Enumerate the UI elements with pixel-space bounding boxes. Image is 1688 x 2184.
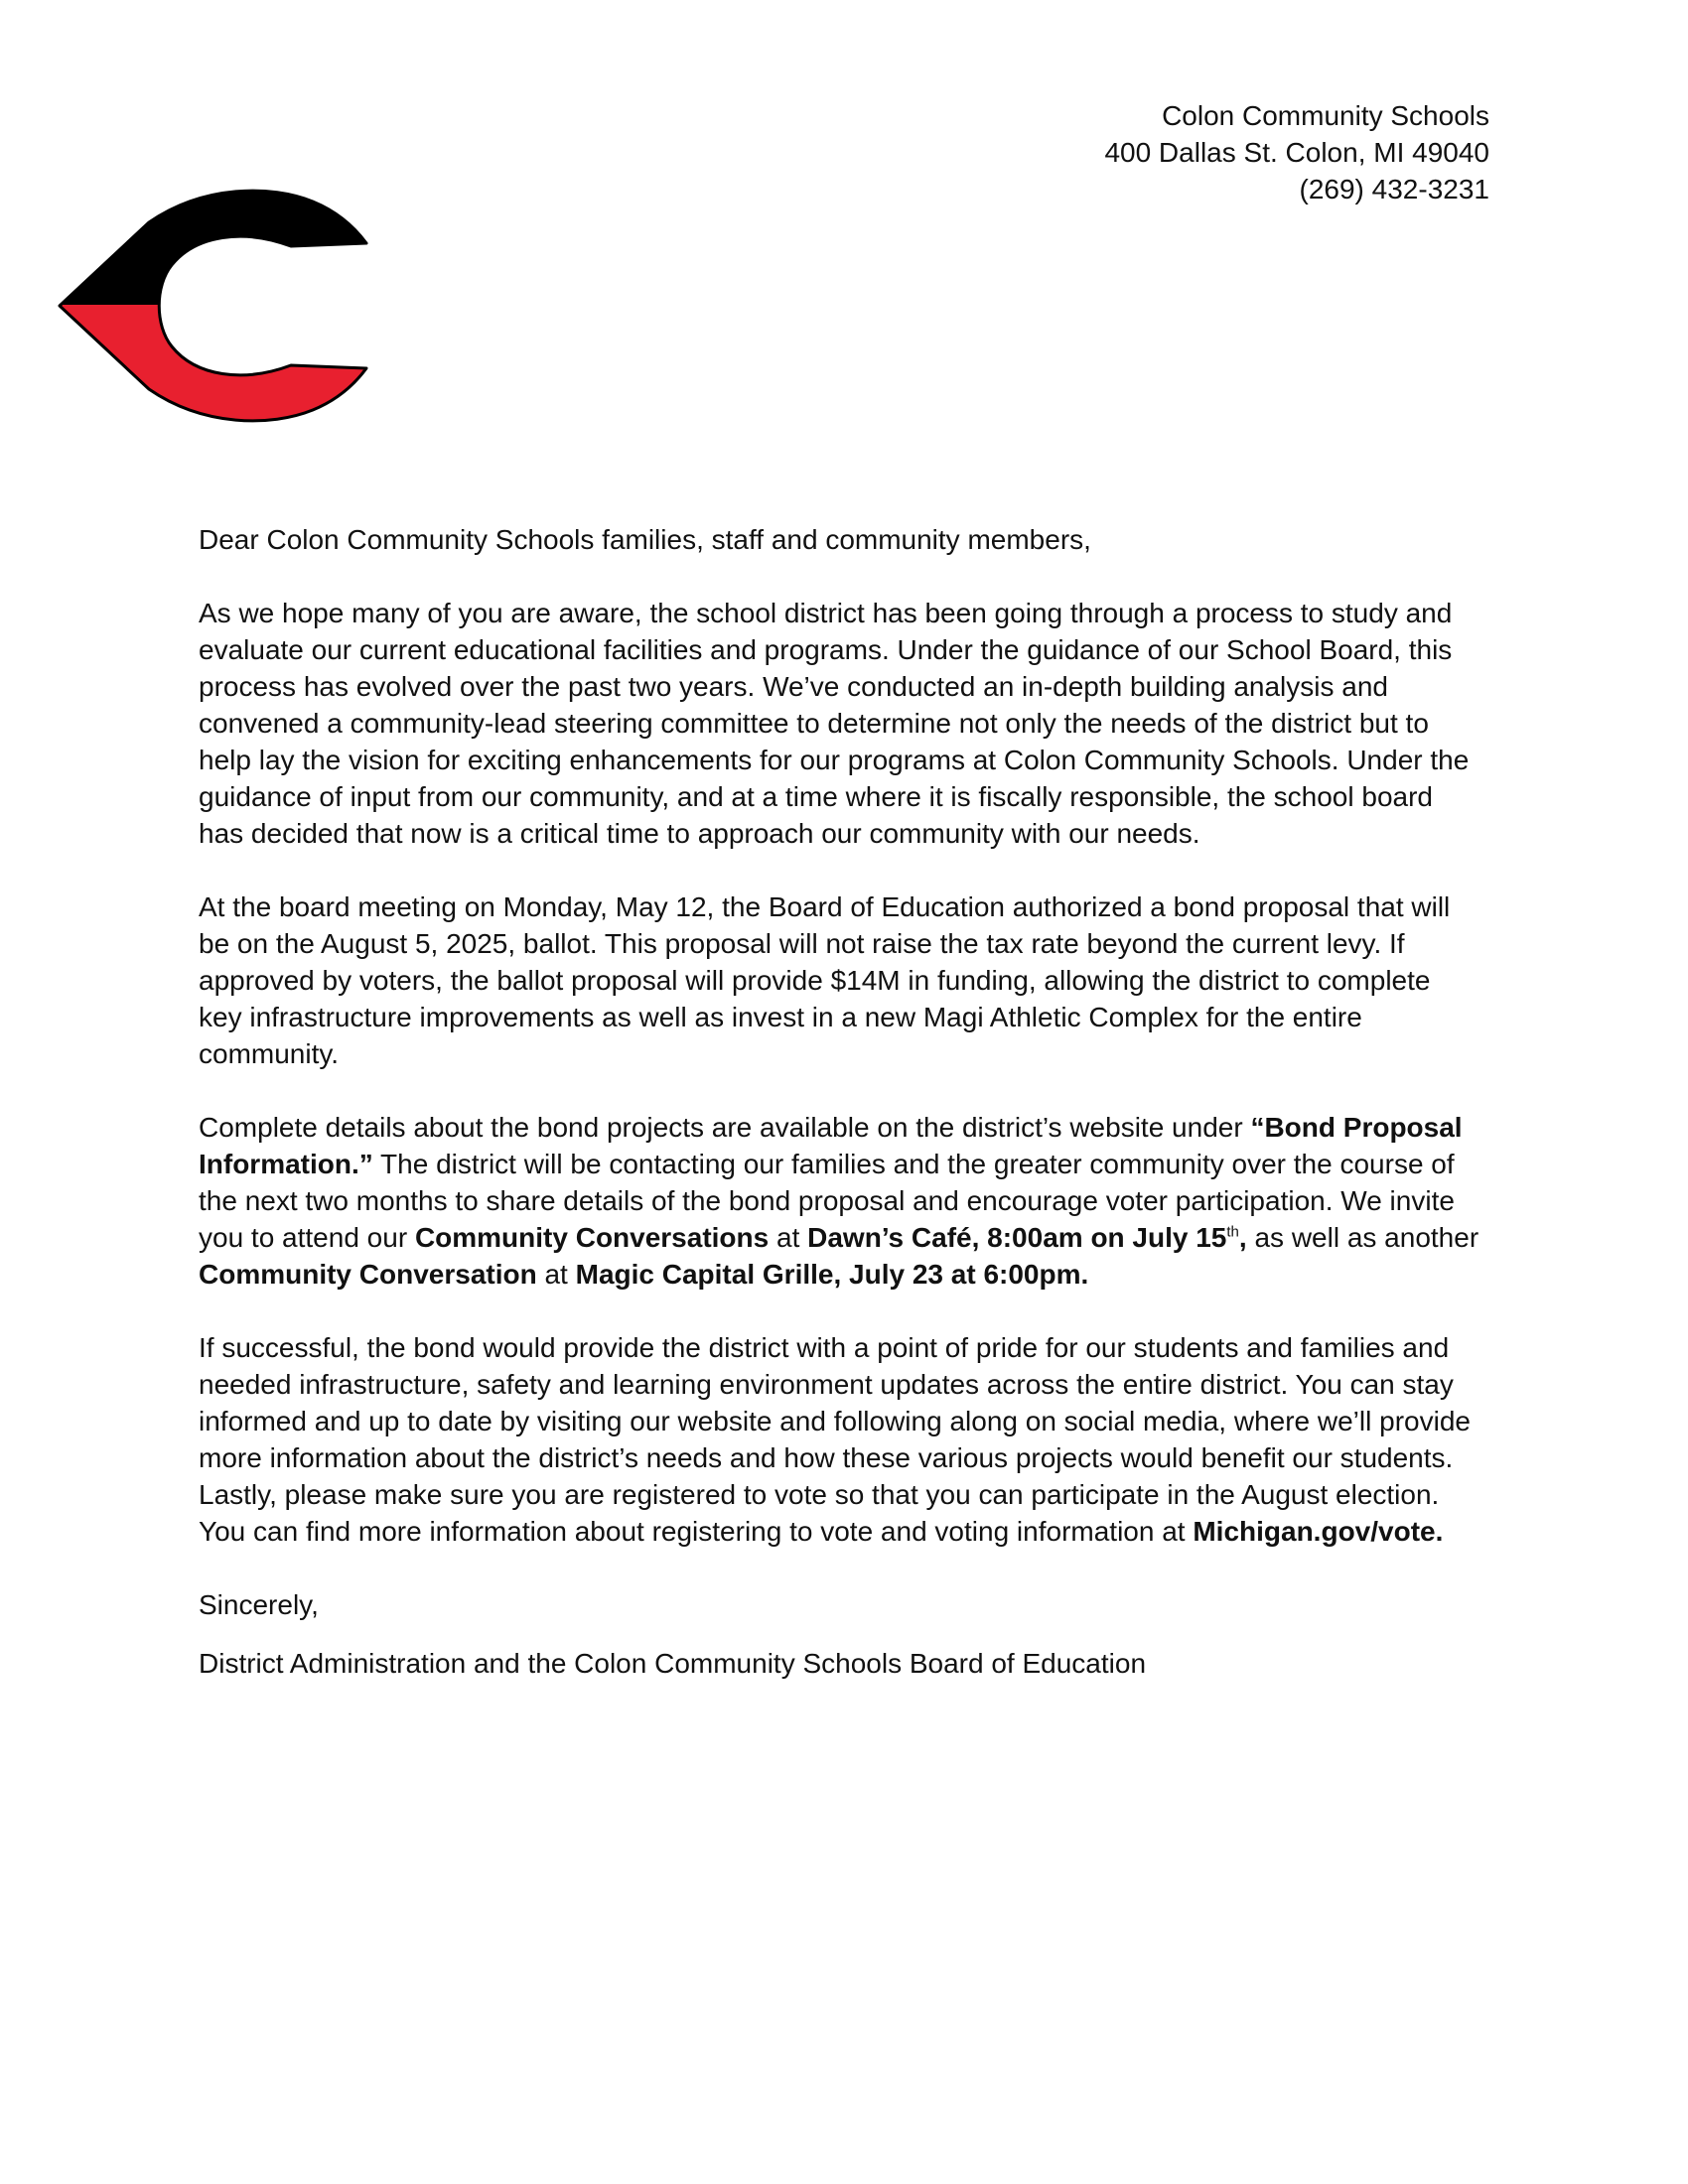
phone-number: (269) 432-3231 xyxy=(1299,174,1489,205)
text-segment: at xyxy=(536,1259,576,1290)
letterhead-address-block xyxy=(1104,97,1489,207)
letter-body xyxy=(199,521,1479,1718)
text-segment: The district will be contacting our families and the greater community over the course of the next two months to share details of the bond proposal and encourage voter participation. We invite you to attend our xyxy=(199,1149,1455,1253)
closing: Sincerely, xyxy=(199,1589,319,1620)
signature: District Administration and the Colon Community Schools Board of Education xyxy=(199,1648,1147,1679)
bond-info-label: “Bond Proposal Information.” xyxy=(199,1112,1463,1179)
paragraph-community-conversations xyxy=(199,1109,1479,1293)
event-magic-capital-grille: Magic Capital Grille, July 23 at 6:00pm. xyxy=(575,1259,1089,1290)
community-conversations-label: Community Conversations xyxy=(414,1222,770,1253)
org-name: Colon Community Schools xyxy=(1162,100,1489,131)
text-segment: Complete details about the bond projects are available on the district’s website under xyxy=(199,1112,1251,1143)
text-segment: If successful, the bond would provide the district with a point of pride for our students and families and needed infrastructure, safety and learning environment updates across the entire district. You can stay informed and up to date by visiting our website and following along on social media, where we’ll provide more information about the district’s needs and how these various projects would benefit our students. Lastly, please make sure you are registered to vote so that you can participate in the August election. You can find more information about registering to vote and voting information at xyxy=(199,1332,1471,1547)
paragraph-stay-informed xyxy=(199,1329,1479,1550)
text-segment: as well as another xyxy=(1246,1222,1479,1253)
community-conversation-label: Community Conversation xyxy=(199,1259,537,1290)
text-segment: , xyxy=(1238,1222,1247,1253)
paragraph-bond-authorization: At the board meeting on Monday, May 12, the Board of Education authorized a bond proposal that will be on the August 5, 2025, ballot. This proposal will not raise the tax rate beyond the current levy. If approved by voters, the ballot proposal will provide $14M in funding, allowing the district to complete key infrastructure improvements as well as invest in a new Magi Athletic Complex for the entire community. xyxy=(199,891,1451,1069)
paragraph-process: As we hope many of you are aware, the school district has been going through a process to study and evaluate our current educational facilities and programs. Under the guidance of our School Board, this process has evolved over the past two years. We’ve conducted an in-depth building analysis and convened a community-lead steering committee to determine not only the needs of the district but to help lay the vision for exciting enhancements for our programs at Colon Community Schools. Under the guidance of input from our community, and at a time where it is fiscally responsible, the school board has decided that now is a critical time to approach our community with our needs. xyxy=(199,598,1470,849)
colon-c-logo-icon xyxy=(55,189,452,437)
event-dawns-cafe: Dawn’s Café, 8:00am on July 15 xyxy=(807,1222,1227,1253)
street-address: 400 Dallas St. Colon, MI 49040 xyxy=(1104,137,1489,168)
salutation: Dear Colon Community Schools families, staff and community members, xyxy=(199,524,1091,555)
vote-website-link: Michigan.gov/vote. xyxy=(1193,1516,1444,1547)
text-segment: at xyxy=(769,1222,808,1253)
ordinal-suffix: th xyxy=(1226,1223,1239,1241)
